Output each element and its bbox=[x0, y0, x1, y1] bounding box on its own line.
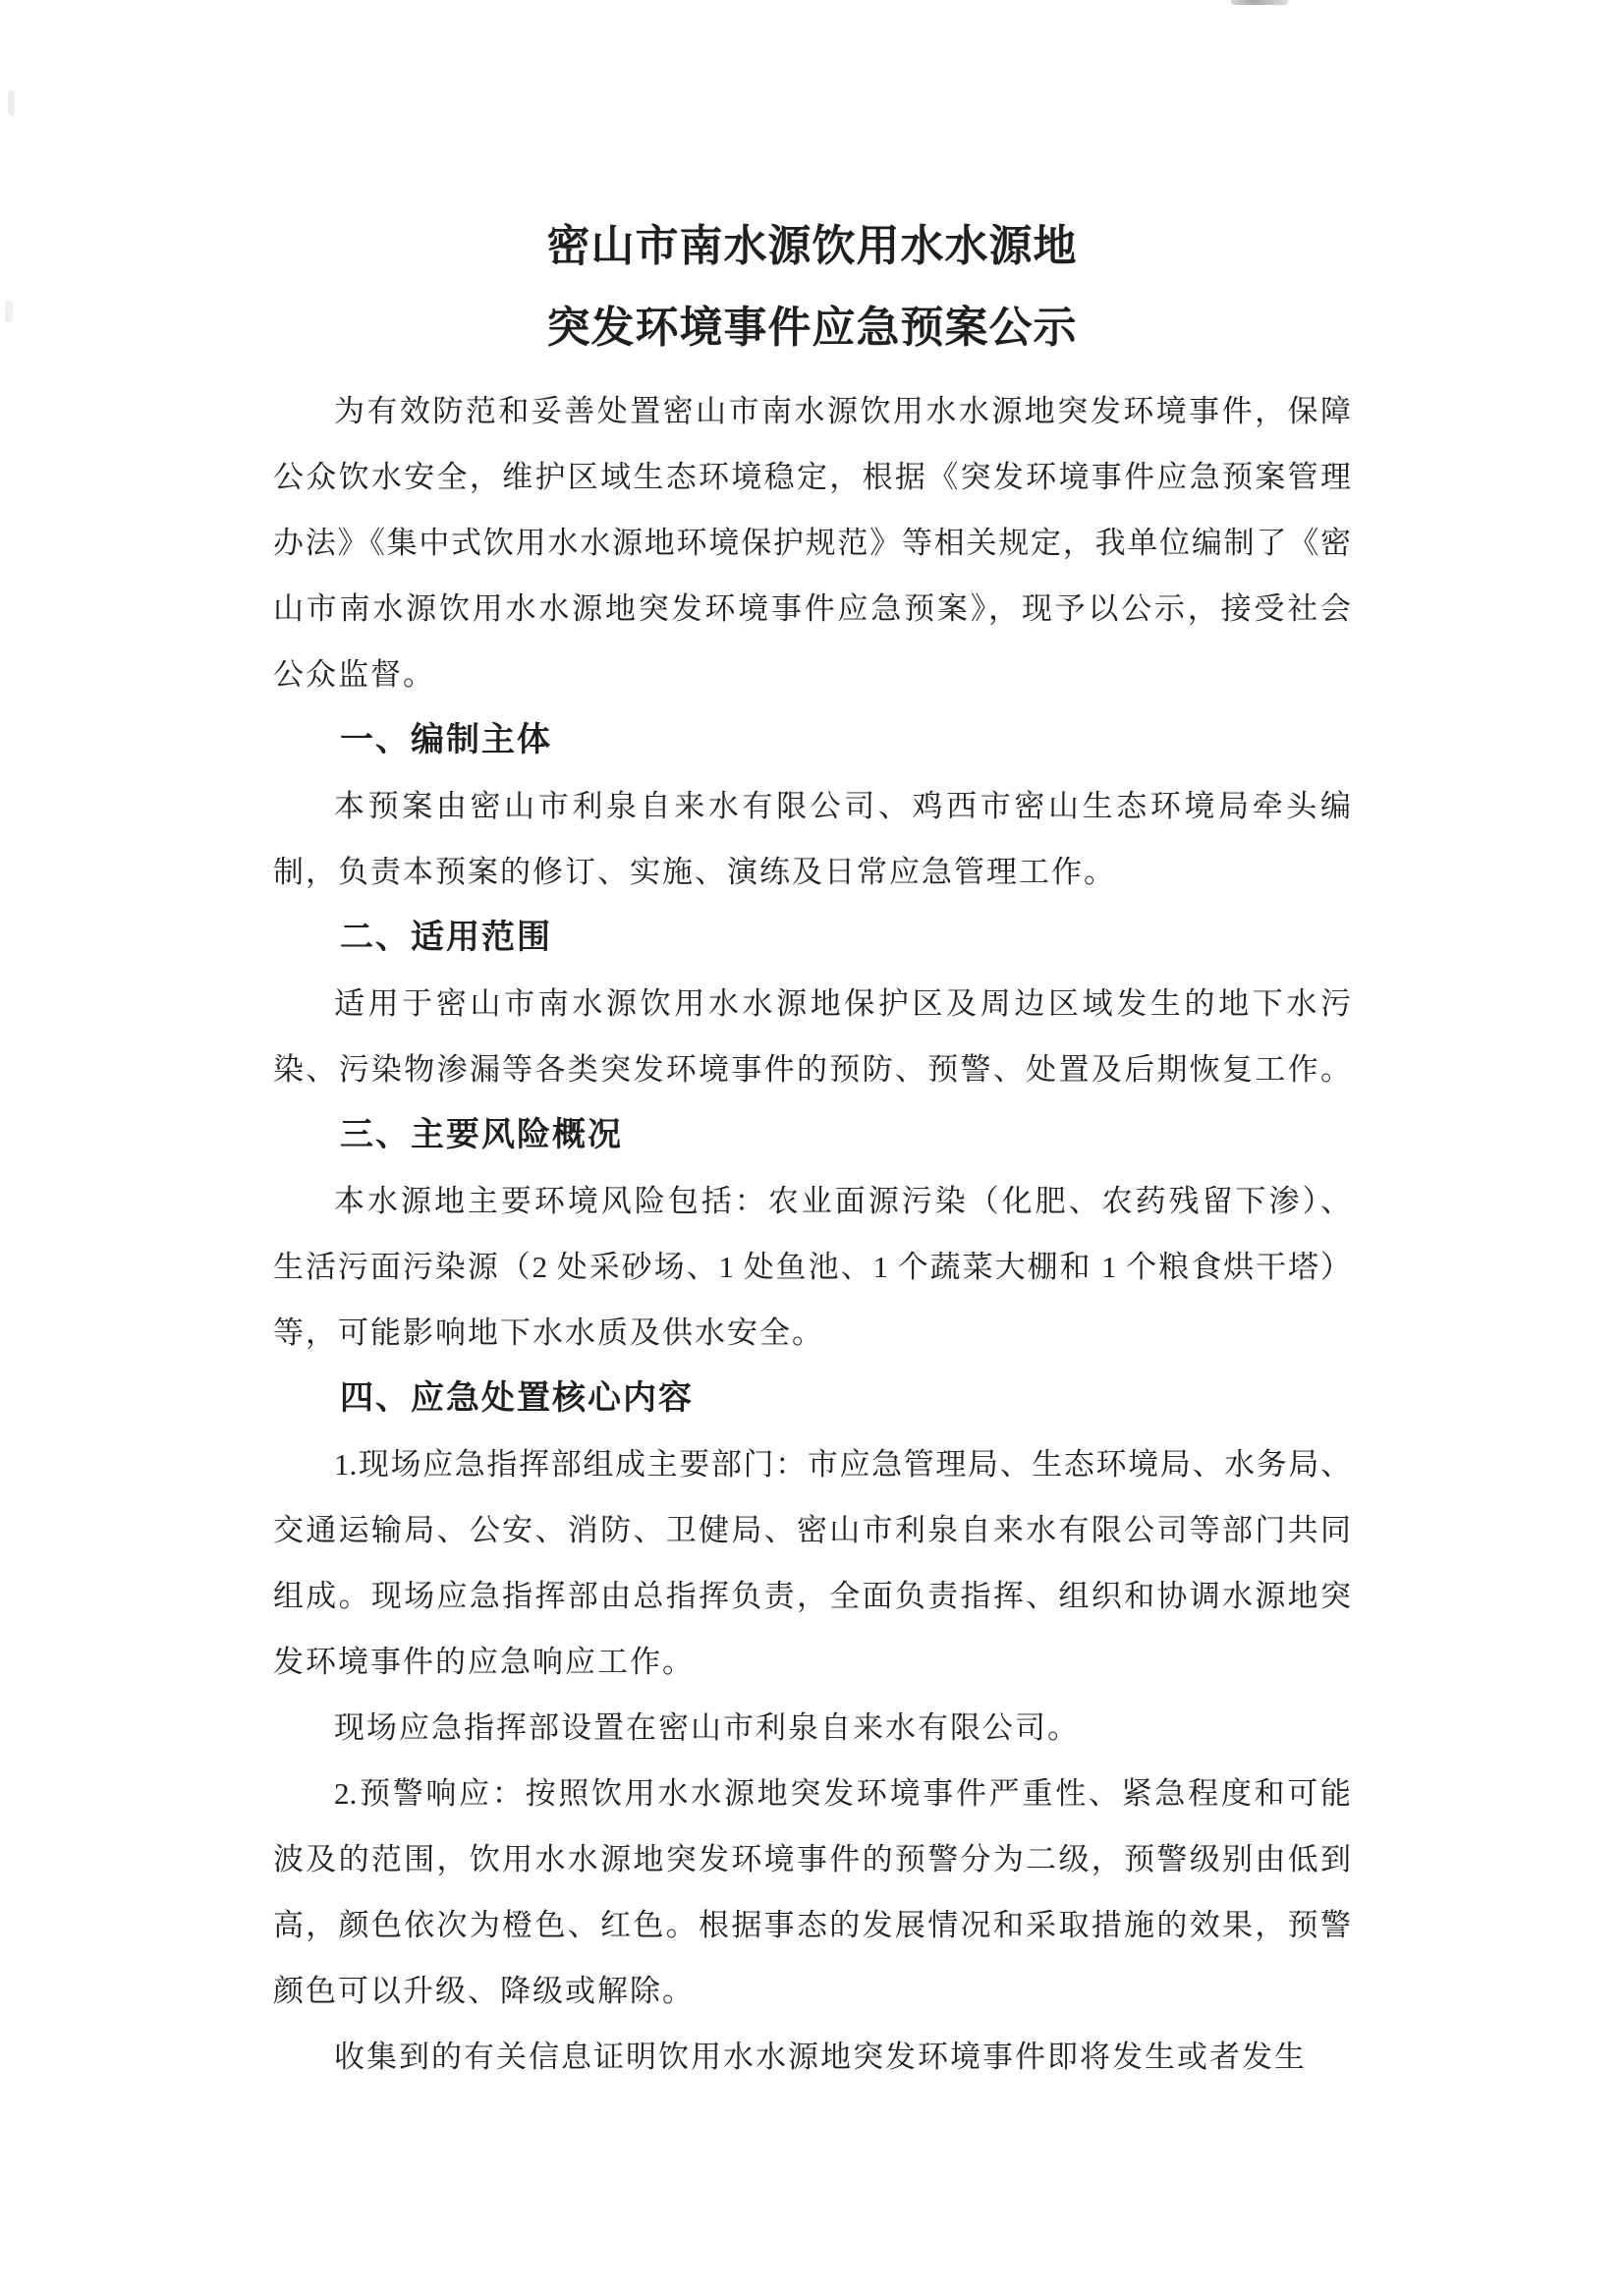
text-line: 染、污染物渗漏等各类突发环境事件的预防、预警、处置及后期恢复工作。 bbox=[273, 1052, 1351, 1087]
text-line: 三、主要风险概况 bbox=[340, 1117, 623, 1153]
title-line-1: 密山市南水源饮用水水源地 bbox=[546, 222, 1078, 270]
text-line: 公众饮水安全，维护区域生态环境稳定，根据《突发环境事件应急预案管理 bbox=[273, 460, 1351, 494]
section-4-body-2 bbox=[273, 1695, 1351, 1761]
text-line: 等，可能影响地下水水质及供水安全。 bbox=[273, 1315, 824, 1350]
text-line: 二、适用范围 bbox=[340, 920, 552, 956]
text-line: 一、编制主体 bbox=[340, 722, 552, 758]
text-line: 适用于密山市南水源饮用水水源地保护区及周边区域发生的地下水污 bbox=[334, 986, 1351, 1021]
section-2-heading bbox=[273, 905, 1351, 971]
section-4-body-4 bbox=[273, 2024, 1351, 2090]
text-line: 生活污面污染源（2 处采砂场、1 处鱼池、1 个蔬菜大棚和 1 个粮食烘干塔） bbox=[273, 1250, 1351, 1284]
section-3-heading bbox=[273, 1102, 1351, 1168]
text-line: 发环境事件的应急响应工作。 bbox=[273, 1645, 695, 1679]
document-title bbox=[273, 205, 1351, 368]
text-line: 2.预警响应：按照饮用水水源地突发环境事件严重性、紧急程度和可能 bbox=[334, 1776, 1351, 1811]
scan-smudge-top bbox=[1231, 0, 1288, 5]
text-line: 办法》《集中式饮用水水源地环境保护规范》等相关规定，我单位编制了《密 bbox=[273, 526, 1351, 560]
intro-paragraph bbox=[273, 378, 1351, 707]
text-line: 本水源地主要环境风险包括：农业面源污染（化肥、农药残留下渗）、 bbox=[334, 1184, 1351, 1218]
text-line: 波及的范围，饮用水水源地突发环境事件的预警分为二级，预警级别由低到 bbox=[273, 1842, 1351, 1876]
text-line: 组成。现场应急指挥部由总指挥负责，全面负责指挥、组织和协调水源地突 bbox=[273, 1579, 1351, 1613]
section-4-body-3 bbox=[273, 1761, 1351, 2024]
scan-smudge-left bbox=[5, 301, 13, 322]
text-line: 颜色可以升级、降级或解除。 bbox=[273, 1974, 695, 2008]
section-1-body bbox=[273, 773, 1351, 905]
text-line: 1.现场应急指挥部组成主要部门：市应急管理局、生态环境局、水务局、 bbox=[334, 1447, 1351, 1482]
text-line: 收集到的有关信息证明饮用水水源地突发环境事件即将发生或者发生 bbox=[334, 2040, 1307, 2074]
text-line: 公众监督。 bbox=[273, 657, 435, 692]
text-line: 四、应急处置核心内容 bbox=[340, 1380, 694, 1417]
section-4-body-1 bbox=[273, 1431, 1351, 1695]
text-line: 高，颜色依次为橙色、红色。根据事态的发展情况和采取措施的效果，预警 bbox=[273, 1908, 1351, 1942]
scan-smudge-left bbox=[8, 90, 15, 116]
section-3-body bbox=[273, 1168, 1351, 1366]
title-line-2: 突发环境事件应急预案公示 bbox=[546, 304, 1078, 352]
text-line: 为有效防范和妥善处置密山市南水源饮用水水源地突发环境事件，保障 bbox=[334, 394, 1351, 428]
text-line: 制，负责本预案的修订、实施、演练及日常应急管理工作。 bbox=[273, 855, 1116, 889]
text-line: 山市南水源饮用水水源地突发环境事件应急预案》，现予以公示，接受社会 bbox=[273, 591, 1351, 626]
document-body bbox=[273, 378, 1351, 2090]
section-1-heading bbox=[273, 707, 1351, 773]
section-4-heading bbox=[273, 1366, 1351, 1431]
text-line: 交通运输局、公安、消防、卫健局、密山市利泉自来水有限公司等部门共同 bbox=[273, 1513, 1351, 1547]
section-2-body bbox=[273, 971, 1351, 1102]
text-line: 现场应急指挥部设置在密山市利泉自来水有限公司。 bbox=[334, 1710, 1080, 1745]
text-line: 本预案由密山市利泉自来水有限公司、鸡西市密山生态环境局牵头编 bbox=[334, 789, 1351, 823]
